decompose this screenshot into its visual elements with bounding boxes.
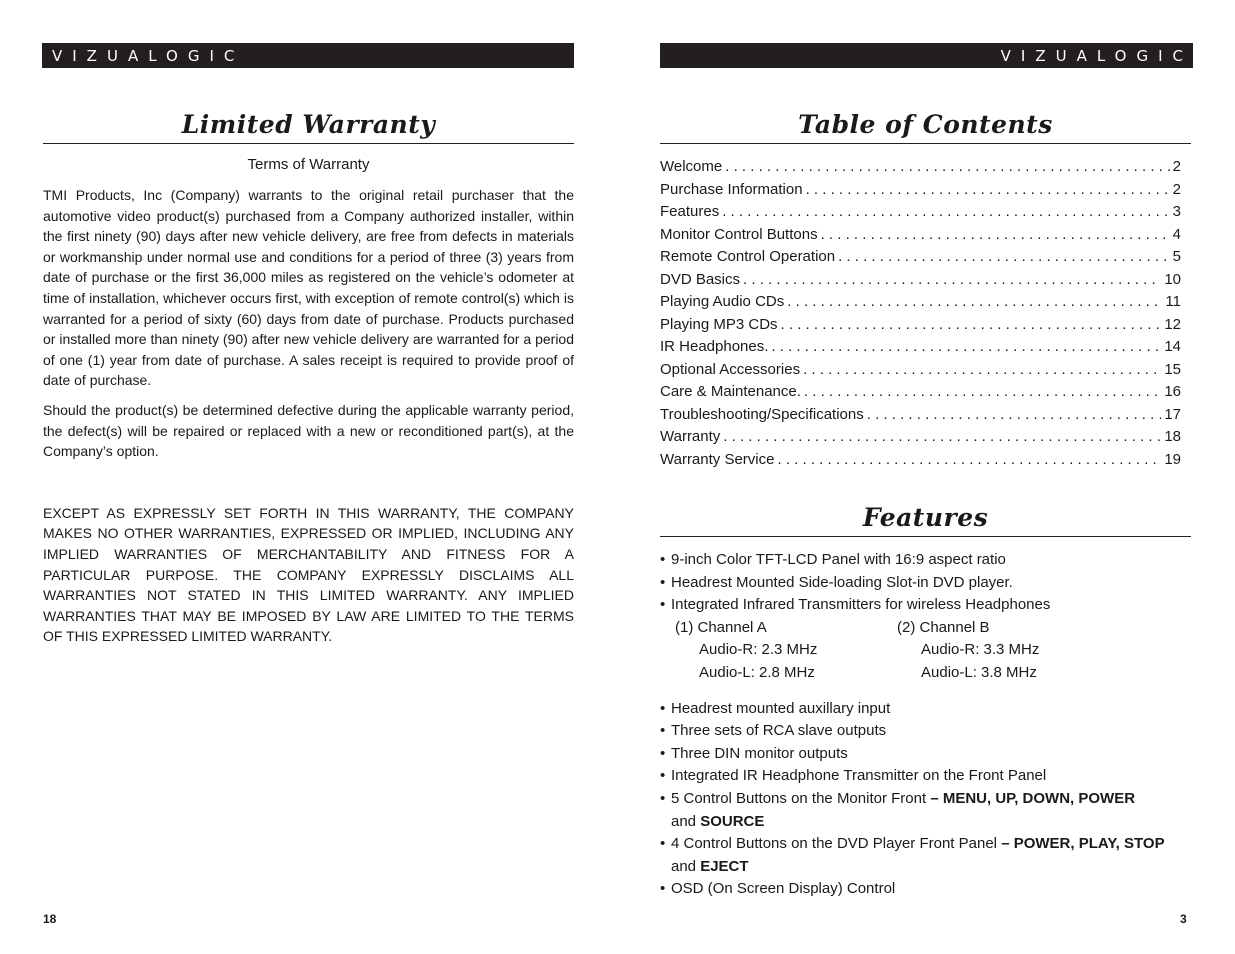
toc-leader-dots bbox=[781, 314, 1162, 337]
toc-entry-page: 18 bbox=[1164, 428, 1181, 445]
toc-entry-label: DVD Basics bbox=[660, 270, 741, 288]
toc-entry[interactable] bbox=[660, 314, 1191, 337]
toc-entry[interactable] bbox=[660, 381, 1191, 404]
toc-entry-label: Playing MP3 CDs bbox=[660, 315, 778, 333]
toc-entry[interactable] bbox=[660, 359, 1191, 382]
toc-entry-page: 4 bbox=[1172, 225, 1181, 243]
toc-leader-dots bbox=[725, 156, 1169, 179]
toc-entry-label: Warranty bbox=[660, 428, 721, 445]
toc-entry[interactable] bbox=[660, 269, 1191, 292]
toc-entry-label: Care & Maintenance. bbox=[660, 383, 801, 400]
toc-leader-dots bbox=[804, 381, 1161, 404]
toc-entry-page: 5 bbox=[1172, 248, 1181, 265]
toc-entry[interactable] bbox=[660, 224, 1191, 247]
toc-entry[interactable] bbox=[660, 156, 1191, 179]
toc-entry-page: 14 bbox=[1164, 338, 1181, 355]
toc-leader-dots bbox=[722, 201, 1169, 224]
feature-item: • Three sets of RCA slave outputs bbox=[660, 720, 1191, 743]
channel-a bbox=[675, 617, 897, 685]
toc-entry[interactable] bbox=[660, 336, 1191, 359]
toc-leader-dots bbox=[821, 224, 1170, 247]
toc-entry-page: 10 bbox=[1164, 270, 1181, 288]
toc-entry-page: 3 bbox=[1172, 203, 1181, 220]
toc-entry-label: Optional Accessories bbox=[660, 360, 801, 378]
feature-item: • Headrest mounted auxillary input bbox=[660, 698, 1191, 721]
button-names: – MENU, UP, DOWN, POWER bbox=[930, 789, 1136, 807]
toc-entry[interactable] bbox=[660, 426, 1191, 449]
toc-entry-page: 19 bbox=[1164, 450, 1181, 468]
toc-leader-dots bbox=[787, 291, 1162, 314]
bullet-icon: • bbox=[660, 551, 666, 568]
channel-b-name: (2) Channel B bbox=[897, 618, 990, 636]
brand-logo-left: VIZUALOGIC bbox=[52, 47, 245, 65]
toc-entry-label: IR Headphones. bbox=[660, 338, 769, 355]
toc-leader-dots bbox=[771, 336, 1161, 359]
toc-leader-dots bbox=[777, 449, 1161, 472]
toc-entry-label: Monitor Control Buttons bbox=[660, 225, 818, 243]
toc-entry-label: Features bbox=[660, 203, 720, 220]
toc-entry-page: 2 bbox=[1172, 158, 1181, 175]
toc-entry[interactable] bbox=[660, 201, 1191, 224]
feature-item: • 9-inch Color TFT-LCD Panel with 16:9 aspect ratio bbox=[660, 549, 1191, 572]
toc-leader-dots bbox=[803, 359, 1161, 382]
page-number-left: 18 bbox=[43, 912, 57, 926]
feature-item: • 5 Control Buttons on the Monitor Front – MENU, UP, DOWN, POWER and SOURCE bbox=[660, 789, 1136, 830]
toc-entry-label: Welcome bbox=[660, 158, 723, 175]
bullet-icon: • bbox=[660, 767, 666, 785]
toc-entry-page: 17 bbox=[1164, 405, 1181, 423]
bullet-icon: • bbox=[660, 744, 666, 762]
toc-entry-page: 2 bbox=[1172, 180, 1181, 198]
brand-logo-right: VIZUALOGIC bbox=[1000, 47, 1193, 65]
feature-item: • Headrest Mounted Side-loading Slot-in DVD player. bbox=[660, 572, 1191, 595]
toc-list bbox=[660, 156, 1191, 471]
warranty-paragraph: Should the product(s) be determined defective during the applicable warranty period, the defect(s) will be repaired or replaced with a new or reconditioned part(s), at the Company’s option. bbox=[43, 401, 574, 460]
toc-leader-dots bbox=[806, 179, 1170, 202]
toc-leader-dots bbox=[723, 426, 1161, 449]
contents-column bbox=[660, 100, 1191, 901]
warranty-paragraph: TMI Products, Inc (Company) warrants to the original retail purchaser that the automotive video product(s) purchased from a Company authorized installer, within the first ninety (90) days after new vehicle delivery, are free from defects in materials or workmanship under normal use and conditions for a period of three (3) years from date of purchase or the first 36,000 miles as registered on the vehicle’s odometer at time of installation, whichever occurs first, with exception of remote control(s) which is warranted for a period of sixty (60) days from date of purchase. Products purchased or installed more than ninety (90) after new vehicle delivery are warranted for a period of one (1) year from date of purchase. A sales receipt is required to provide proof of date of purchase. bbox=[43, 187, 574, 389]
channel-a-name: (1) Channel A bbox=[675, 618, 767, 636]
toc-entry[interactable] bbox=[660, 291, 1191, 314]
toc-entry[interactable] bbox=[660, 179, 1191, 202]
feature-item: • Integrated Infrared Transmitters for wireless Headphones bbox=[660, 594, 1191, 617]
warranty-section bbox=[43, 100, 574, 647]
bullet-icon: • bbox=[660, 699, 666, 717]
bullet-icon: • bbox=[660, 789, 666, 807]
page-number-right: 3 bbox=[1180, 912, 1187, 926]
toc-entry-label: Troubleshooting/Specifications bbox=[660, 405, 864, 423]
feature-item: • Integrated IR Headphone Transmitter on the Front Panel bbox=[660, 765, 1191, 788]
channel-a-audio-l: Audio-L: 2.8 MHz bbox=[699, 663, 815, 681]
feature-item: • OSD (On Screen Display) Control bbox=[660, 878, 1191, 901]
toc-entry[interactable] bbox=[660, 449, 1191, 472]
toc-entry-label: Playing Audio CDs bbox=[660, 293, 785, 310]
warranty-disclaimer: EXCEPT AS EXPRESSLY SET FORTH IN THIS WARRANTY, THE COMPANY MAKES NO OTHER WARRANTIES, EXPRESSED OR IMPLIED, INCLUDING ANY IMPLIED WARRANTIES OF MERCHANTABILITY AND FITNESS FOR A PARTICULAR PURPOSE. THE COMPANY EXPRESSLY DISCLAIMS ALL WARRANTIES NOT STATED IN THIS LIMITED WARRANTY. ANY IMPLIED WARRANTIES THAT MAY BE IMPOSED BY LAW ARE LIMITED TO THE TERMS OF THIS EXPRESSED LIMITED WARRANTY. bbox=[43, 504, 574, 645]
channel-b bbox=[897, 617, 1119, 685]
warranty-subhead: Terms of Warranty bbox=[247, 156, 370, 173]
toc-entry[interactable] bbox=[660, 404, 1191, 427]
bullet-icon: • bbox=[660, 880, 666, 898]
header-bar-right bbox=[660, 43, 1193, 68]
toc-leader-dots bbox=[838, 246, 1170, 269]
features-list bbox=[660, 549, 1191, 901]
toc-title: Table of Contents bbox=[660, 100, 1191, 144]
feature-item: • 4 Control Buttons on the DVD Player Front Panel – POWER, PLAY, STOP and EJECT bbox=[660, 835, 1165, 875]
channel-b-audio-l: Audio-L: 3.8 MHz bbox=[921, 663, 1037, 681]
toc-entry-page: 11 bbox=[1165, 293, 1181, 310]
channel-a-audio-r: Audio-R: 2.3 MHz bbox=[699, 641, 818, 659]
toc-leader-dots bbox=[743, 269, 1161, 292]
toc-entry-page: 12 bbox=[1164, 315, 1181, 333]
toc-entry-label: Purchase Information bbox=[660, 180, 803, 198]
feature-item: • Three DIN monitor outputs bbox=[660, 743, 1191, 766]
features-title: Features bbox=[660, 493, 1191, 537]
channel-frequencies bbox=[660, 617, 1191, 685]
bullet-icon: • bbox=[660, 573, 666, 591]
toc-entry-label: Remote Control Operation bbox=[660, 248, 836, 265]
toc-leader-dots bbox=[867, 404, 1162, 427]
bullet-icon: • bbox=[660, 596, 666, 614]
channel-b-audio-r: Audio-R: 3.3 MHz bbox=[921, 641, 1040, 659]
warranty-title: Limited Warranty bbox=[43, 100, 574, 144]
bullet-icon: • bbox=[660, 835, 666, 853]
toc-entry-page: 16 bbox=[1164, 383, 1181, 400]
header-bar-left bbox=[42, 43, 574, 68]
button-names: – POWER, PLAY, STOP bbox=[1001, 835, 1165, 853]
button-names: EJECT bbox=[700, 857, 749, 875]
bullet-icon: • bbox=[660, 722, 666, 740]
toc-entry-label: Warranty Service bbox=[660, 450, 775, 468]
toc-entry[interactable] bbox=[660, 246, 1191, 269]
button-names: SOURCE bbox=[700, 812, 765, 830]
toc-entry-page: 15 bbox=[1164, 360, 1181, 378]
